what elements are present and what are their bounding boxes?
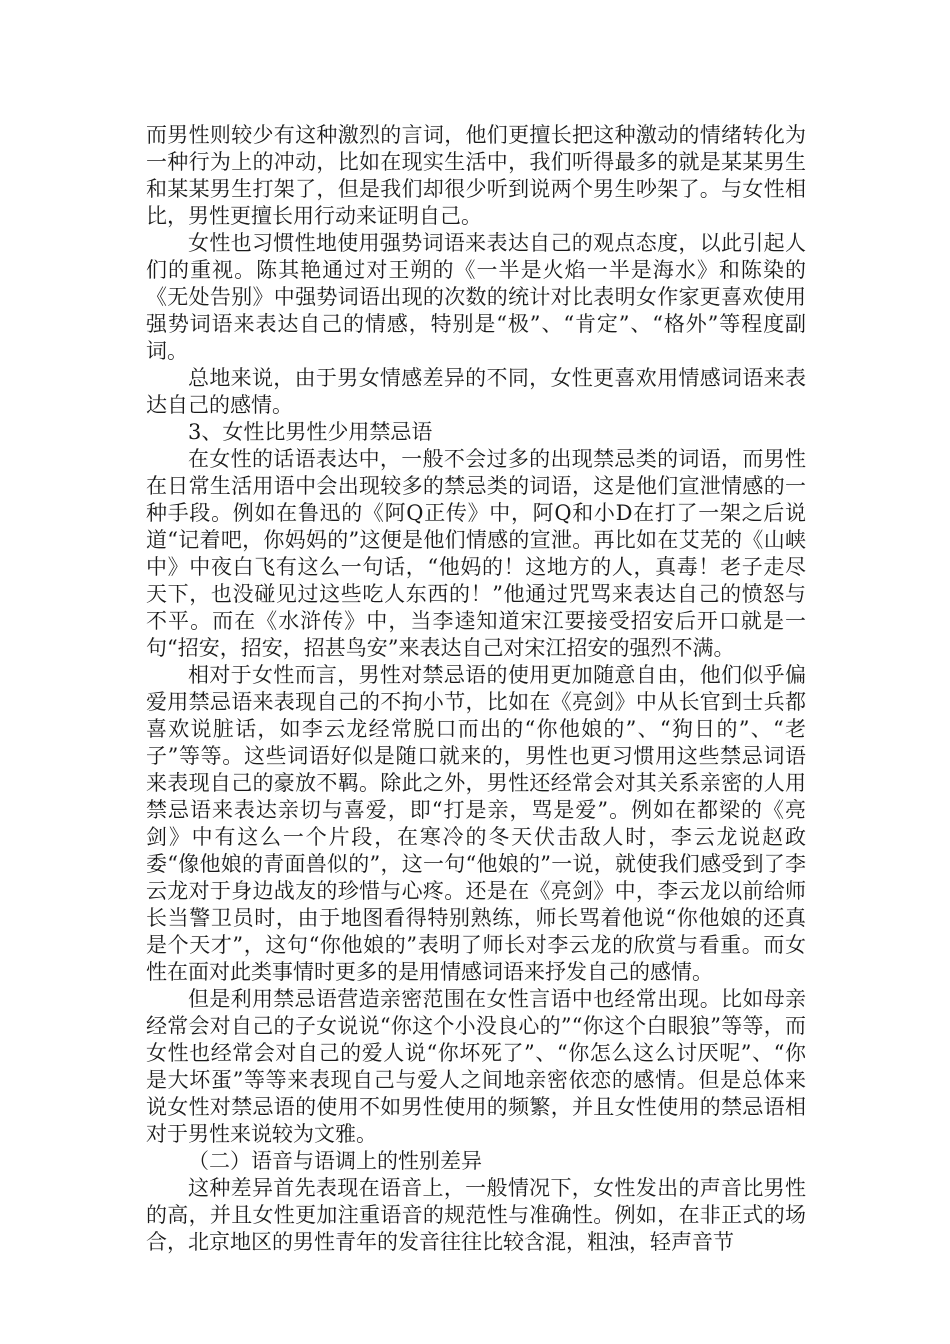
section-heading-phonetics: （二）语音与语调上的性别差异 <box>188 1149 482 1173</box>
paragraph-strong-words: 女性也习惯性地使用强势词语来表达自己的观点态度，以此引起人们的重视。陈其艳通过对王朔的《一半是火焰一半是海水》和陈染的《无处告别》中强势词语出现的次数的统计对比表明女作家更喜欢使用强势词语来表达自己的情感，特别是“极”、“肯定”、“格外”等程度副词。 <box>146 231 806 363</box>
paragraph-taboo-examples: 在女性的话语表达中，一般不会过多的出现禁忌类的词语，而男性在日常生活用语中会出现较多的禁忌类的词语，这是他们宣泄情感的一种手段。例如在鲁迅的《阿Q正传》中，阿Q和小D在打了一架之后说道“记着吧，你妈妈的”这便是他们情感的宣泄。再比如在艾芜的《山峡中》中夜白飞有这么一句话，“他妈的！这地方的人，真毒！老子走尽天下，也没碰见过这些吃人东西的！”他通过咒骂来表达自己的愤怒与不平。而在《水浒传》中，当李逵知道宋江要接受招安后开口就是一句“招安，招安，招甚鸟安”来表达自己对宋江招安的强烈不满。 <box>146 447 806 660</box>
section-heading-taboo: 3、女性比男性少用禁忌语 <box>188 420 433 444</box>
paragraph-summary: 总地来说，由于男女情感差异的不同，女性更喜欢用情感词语来表达自己的感情。 <box>146 366 806 417</box>
paragraph-female-taboo: 但是利用禁忌语营造亲密范围在女性言语中也经常出现。比如母亲经常会对自己的子女说说“你这个小没良心的”“你这个白眼狼”等等，而女性也经常会对自己的爱人说“你坏死了”、“你怎么这么讨厌呢”、“你是大坏蛋”等等来表现自己与爱人之间地亲密依恋的感情。但是总体来说女性对禁忌语的使用不如男性使用的频繁，并且女性使用的禁忌语相对于男性来说较为文雅。 <box>146 987 806 1146</box>
paragraph-continuation: 而男性则较少有这种激烈的言词，他们更擅长把这种激动的情绪转化为一种行为上的冲动，比如在现实生活中，我们听得最多的就是某某男生和某某男生打架了，但是我们却很少听到说两个男生吵架了。与女性相比，男性更擅长用行动来证明自己。 <box>146 123 806 228</box>
paragraph-phonetics: 这种差异首先表现在语音上，一般情况下，女性发出的声音比男性的高，并且女性更加注重语音的规范性与准确性。例如，在非正式的场合，北京地区的男性青年的发音往往比较含混，粗浊，轻声音节 <box>146 1176 806 1254</box>
paragraph-male-taboo: 相对于女性而言，男性对禁忌语的使用更加随意自由，他们似乎偏爱用禁忌语来表现自己的不拘小节，比如在《亮剑》中从长官到士兵都喜欢说脏话，如李云龙经常脱口而出的“你他娘的”、“狗日的”、“老子”等等。这些词语好似是随口就来的，男性也更习惯用这些禁忌词语来表现自己的豪放不羁。除此之外，男性还经常会对其关系亲密的人用禁忌语来表达亲切与喜爱，即“打是亲，骂是爱”。例如在都梁的《亮剑》中有这么一个片段，在寒冷的冬天伏击敌人时，李云龙说赵政委“像他娘的青面兽似的”，这一句“他娘的”一说，就使我们感受到了李云龙对于身边战友的珍惜与心疼。还是在《亮剑》中，李云龙以前给师长当警卫员时，由于地图看得特别熟练，师长骂着他说“你他娘的还真是个天才”，这句“你他娘的”表明了师长对李云龙的欣赏与看重。而女性在面对此类事情时更多的是用情感词语来抒发自己的感情。 <box>146 663 806 984</box>
document-body <box>146 122 806 1256</box>
